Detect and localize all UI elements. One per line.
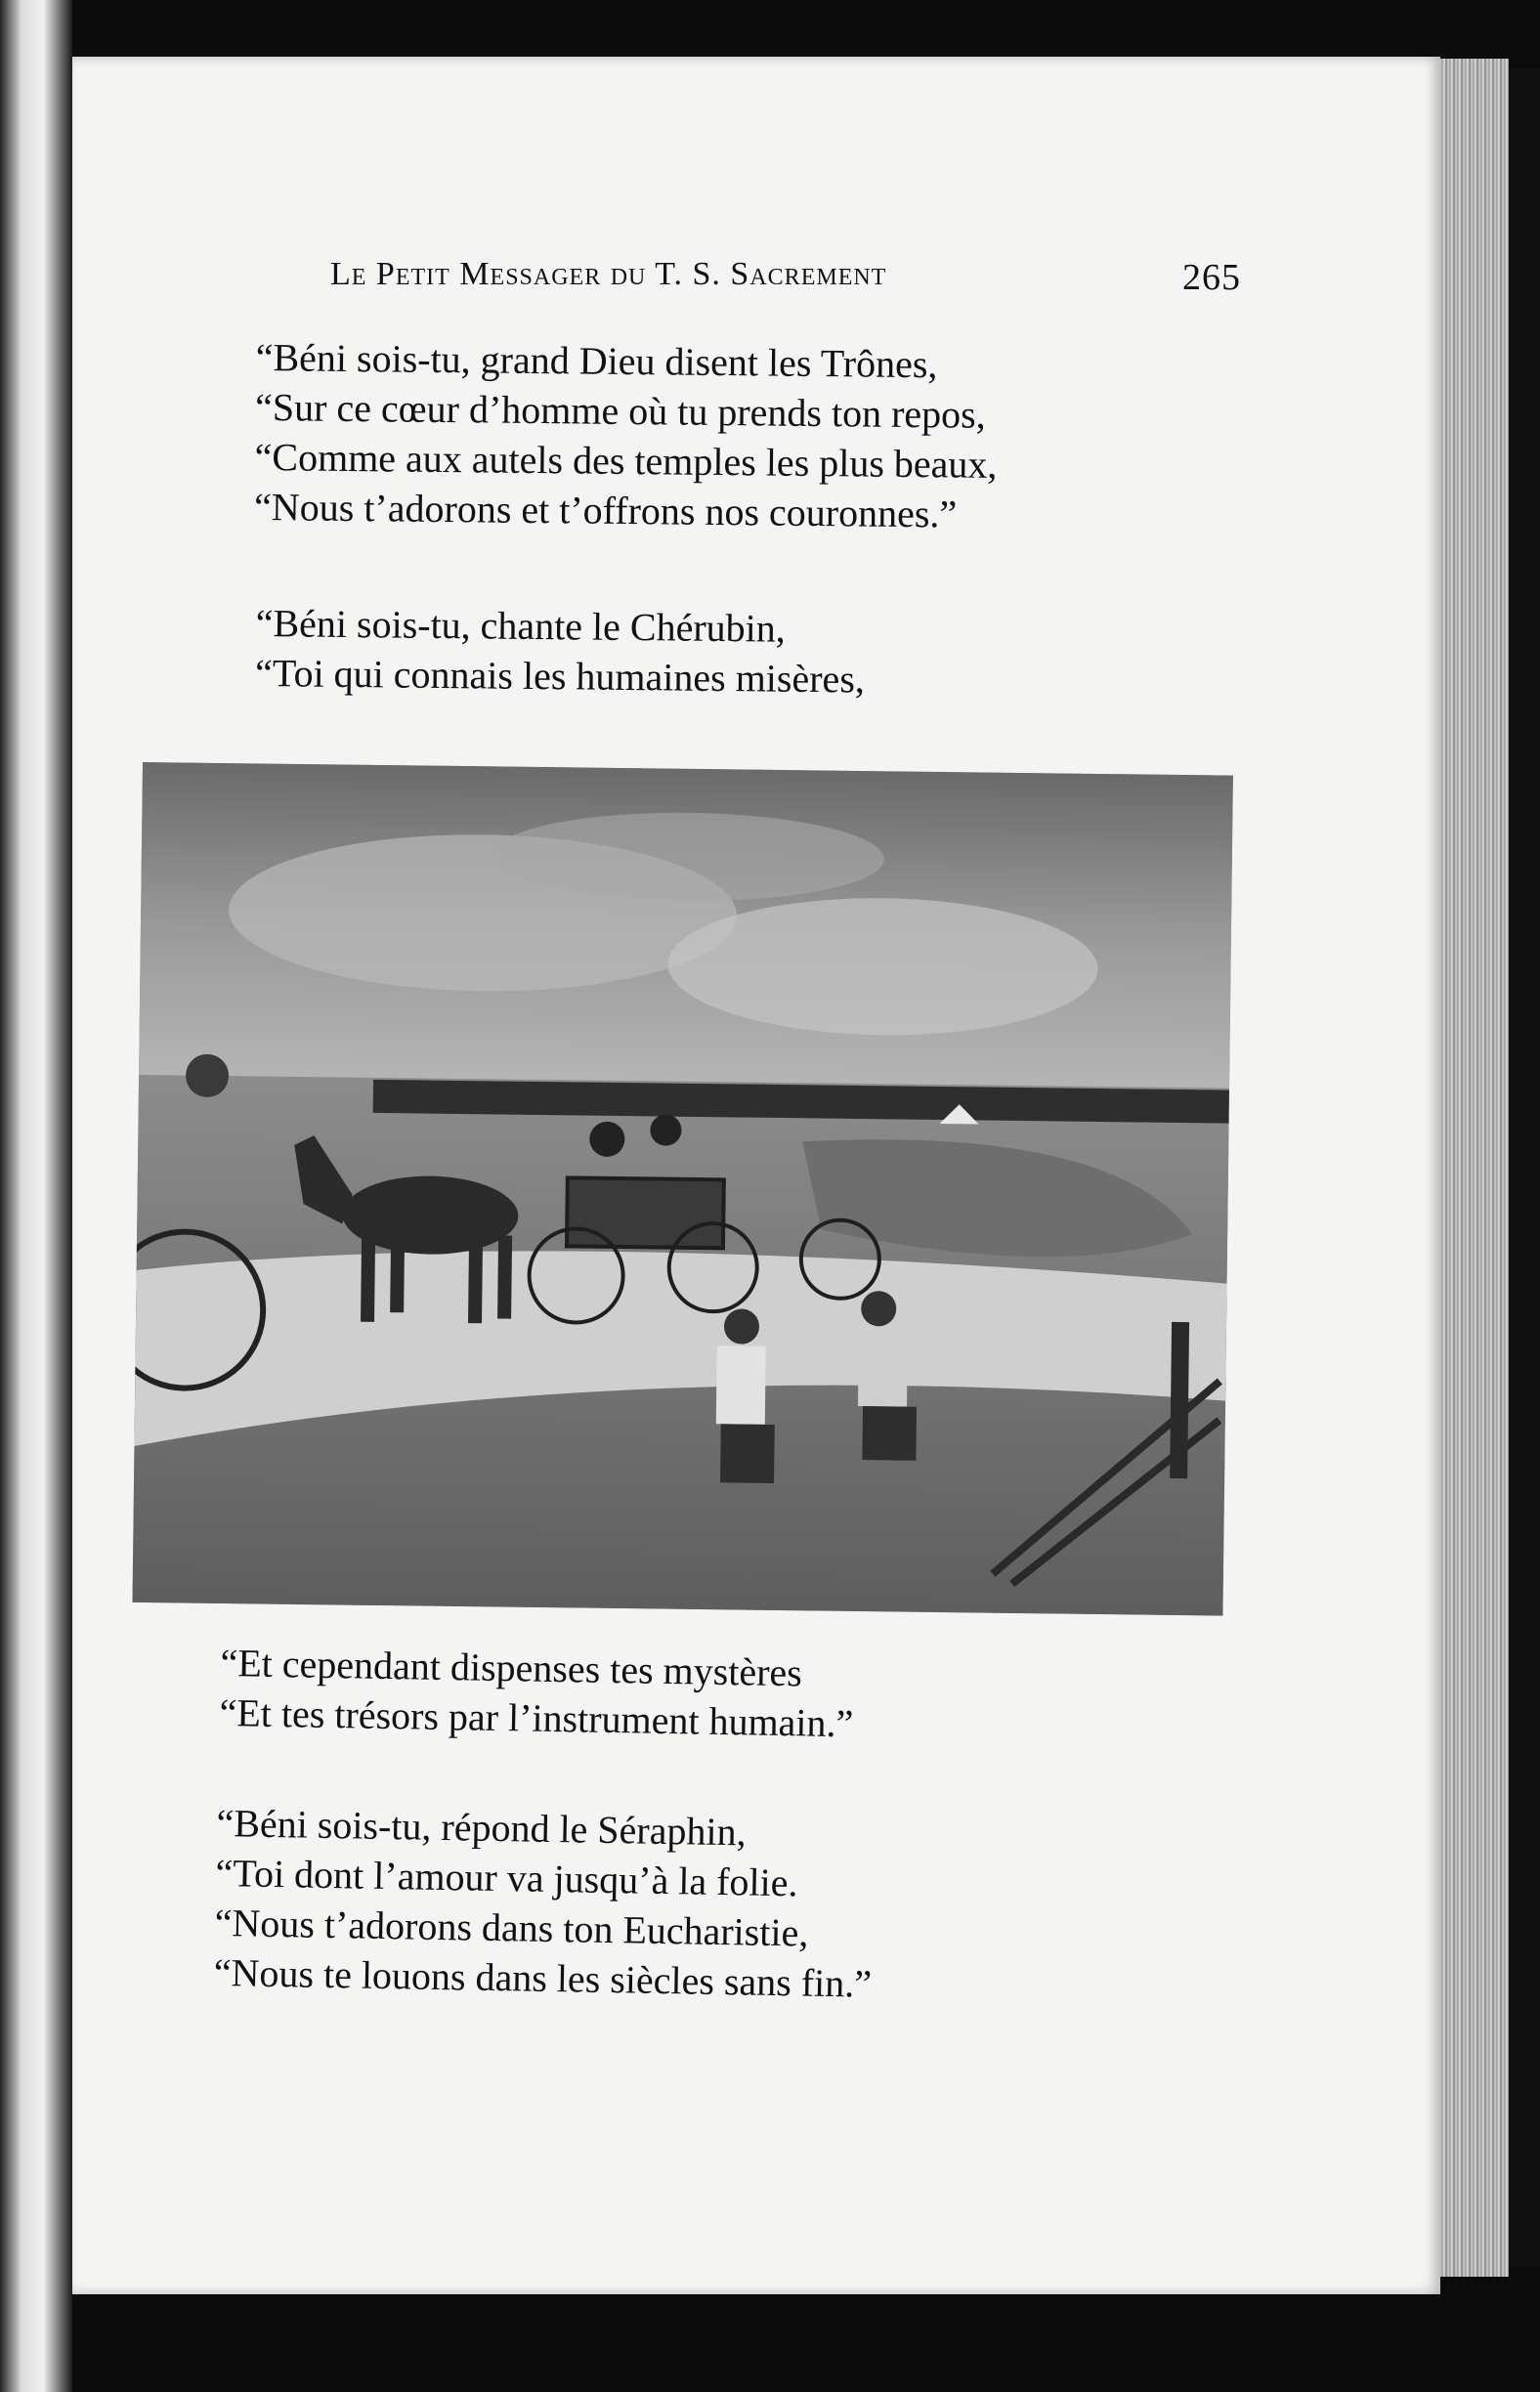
page-number: 265: [1182, 257, 1241, 298]
stanza-2: [255, 598, 866, 705]
verse-line: “Béni sois-tu, chante le Chérubin,: [255, 600, 787, 651]
verse-line: “Comme aux autels des temples les plus beaux,: [254, 434, 998, 487]
book-cover-edge: [1509, 68, 1540, 2267]
fence-post: [1170, 1322, 1189, 1478]
verse-line: “Béni sois-tu, grand Dieu disent les Trônes,: [255, 334, 938, 387]
verse-line: “Toi qui connais les humaines misères,: [254, 650, 866, 702]
verse-line: “Nous te louons dans les siècles sans fin.”: [213, 1949, 873, 2006]
illustration-drawing: [132, 762, 1232, 1616]
verse-line: “Sur ce cœur d’homme où tu prends ton repos,: [254, 384, 987, 437]
verse-line: “Nous t’adorons dans ton Eucharistie,: [214, 1900, 809, 1955]
illustration-horse-carriage-kneeling-men: [132, 762, 1232, 1616]
left-page-edge: [0, 0, 72, 2392]
verse-line: “Nous t’adorons et t’offrons nos couronnes.”: [253, 484, 958, 536]
verse-line: “Toi dont l’amour va jusqu’à la folie.: [215, 1850, 798, 1905]
running-head: Le Petit Messager du T. S. Sacrement: [330, 256, 887, 292]
verse-line: “Béni sois-tu, répond le Séraphin,: [216, 1800, 747, 1855]
verse-line: “Et tes trésors par l’instrument humain.”: [219, 1689, 854, 1746]
stanza-3: [219, 1638, 854, 1748]
page-stack-edge: [1440, 59, 1509, 2277]
stanza-1: [254, 332, 999, 539]
stanza-4: [213, 1798, 875, 2009]
verse-line: “Et cependant dispenses tes mystères: [220, 1640, 803, 1695]
